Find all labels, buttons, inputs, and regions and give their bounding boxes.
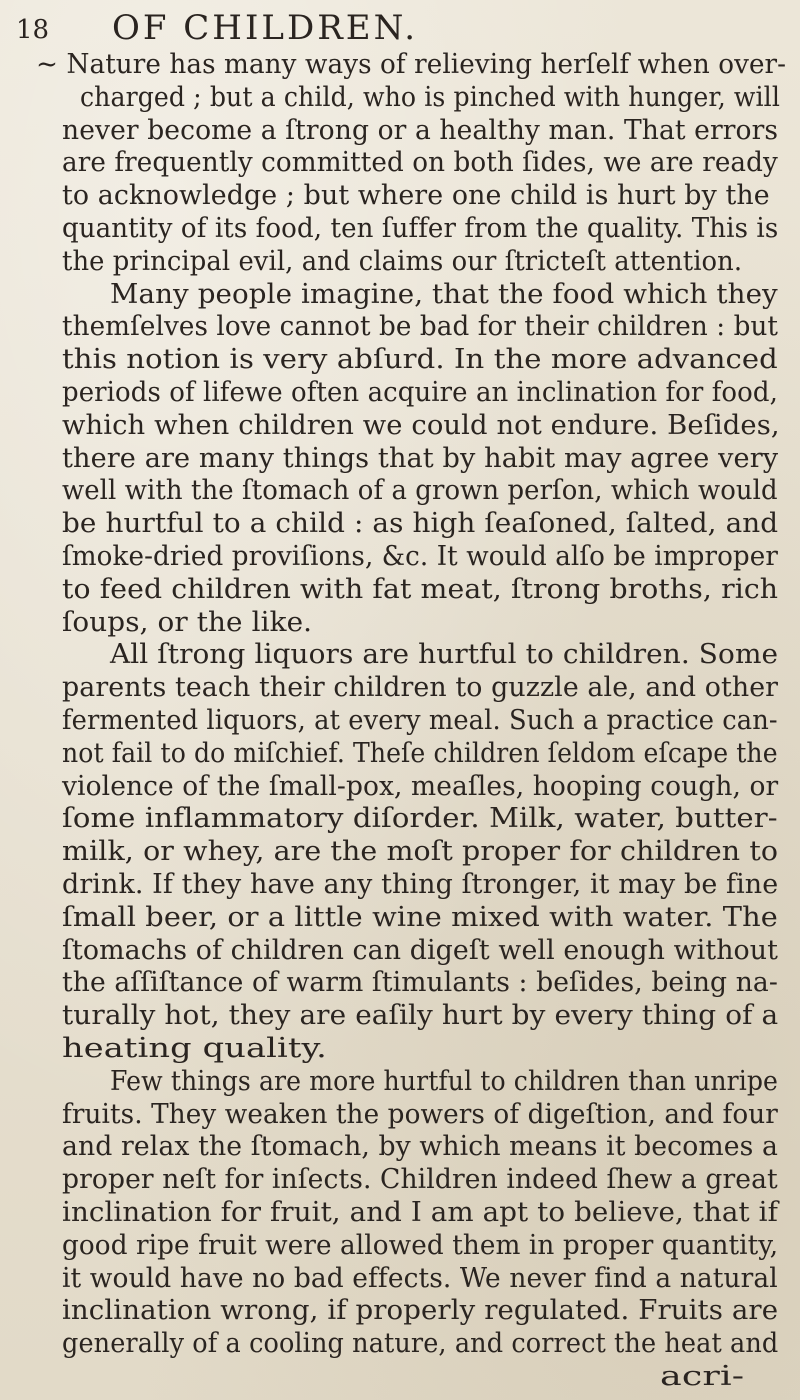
text-line: well with the ſtomach of a grown perſon, which would [62, 475, 778, 506]
text-line: ſmall beer, or a little wine mixed with water. The [62, 902, 778, 933]
text-line: parents teach their children to guzzle ale, and other [62, 672, 779, 703]
text-line: Few things are more hurtful to children than unripe [110, 1066, 779, 1097]
text-line: the aſſiſtance of warm ſtimulants : beſides, being na- [62, 967, 778, 998]
text-line: ~ Nature has many ways of relieving herſelf when over- [36, 49, 787, 80]
text-line: ſtomachs of children can digeſt well enough without [62, 935, 779, 966]
text-line: violence of the ſmall-pox, meaſles, hooping cough, or [62, 771, 779, 802]
text-line: inclination for fruit, and I am apt to believe, that if [62, 1197, 778, 1228]
text-line: there are many things that by habit may agree very [62, 443, 779, 474]
text-line: periods of lifewe often acquire an inclination for food, [62, 377, 778, 408]
text-line: this notion is very abſurd. In the more advanced [62, 344, 778, 375]
text-line: charged ; but a child, who is pinched with hunger, will [80, 82, 780, 113]
text-line: and relax the ſtomach, by which means it becomes a [62, 1131, 779, 1162]
text-line: fermented liquors, at every meal. Such a practice can- [62, 705, 778, 736]
text-line: heating quality. [62, 1033, 327, 1064]
text-line: quantity of its food, ten ſuffer from the quality. This is [62, 213, 779, 244]
page-number: 18 [16, 15, 50, 45]
text-line: milk, or whey, are the moſt proper for children to [62, 836, 779, 867]
text-line: inclination wrong, if properly regulated. Fruits are [62, 1295, 779, 1326]
text-line: to feed children with fat meat, ſtrong broths, rich [62, 574, 779, 605]
text-line: it would have no bad effects. We never find a natural [62, 1263, 778, 1294]
text-line: drink. If they have any thing ſtronger, it may be fine [62, 869, 779, 900]
text-line: not fail to do miſchief. Theſe children ſeldom eſcape the [62, 738, 778, 769]
text-line: are frequently committed on both ſides, we are ready [62, 147, 778, 178]
text-line: proper neſt for inſects. Children indeed ſhew a great [62, 1164, 778, 1195]
text-line: ſmoke-dried proviſions, &c. It would alſo be improper [62, 541, 778, 572]
text-line: ſoups, or the like. [62, 607, 313, 638]
text-line: which when children we could not endure. Beſides, [62, 410, 780, 441]
text-line: fruits. They weaken the powers of digeſtion, and four [62, 1099, 778, 1130]
text-line: All ſtrong liquors are hurtful to children. Some [110, 639, 779, 670]
text-line: never become a ſtrong or a healthy man. That errors [62, 115, 779, 146]
text-line: turally hot, they are eaſily hurt by every thing of a [62, 1000, 779, 1031]
text-line: ſome inflammatory diſorder. Milk, water, butter- [62, 803, 778, 834]
text-line: generally of a cooling nature, and correct the heat and [62, 1328, 779, 1359]
running-title: OF CHILDREN. [112, 8, 419, 48]
text-line: be hurtful to a child : as high ſeaſoned, ſalted, and [62, 508, 779, 539]
text-line: Many people imagine, that the food which they [110, 279, 778, 310]
text-line: the principal evil, and claims our ſtricteſt attention. [62, 246, 743, 277]
catchword: acri- [660, 1361, 745, 1392]
text-line: to acknowledge ; but where one child is hurt by the [62, 180, 770, 211]
text-line: themſelves love cannot be bad for their children : but [62, 311, 779, 342]
text-line: good ripe fruit were allowed them in proper quantity, [62, 1230, 779, 1261]
